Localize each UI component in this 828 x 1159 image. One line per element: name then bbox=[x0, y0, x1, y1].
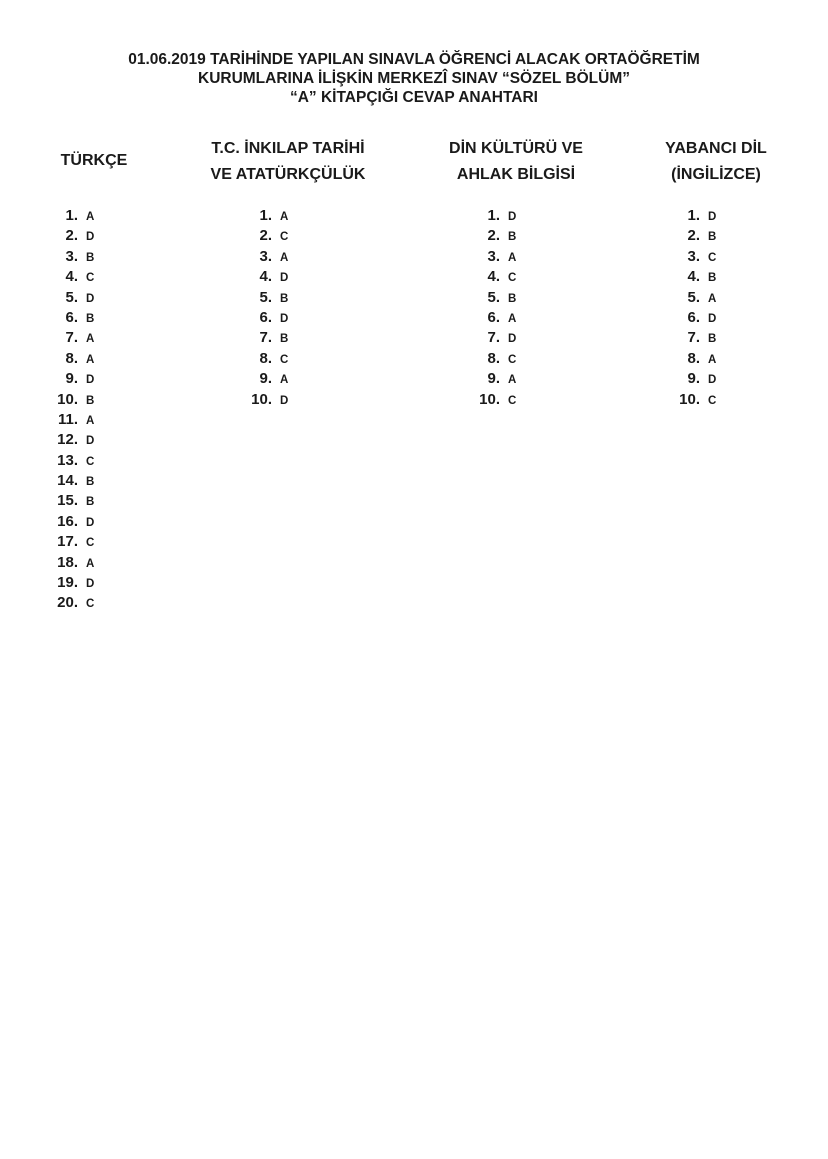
question-number: 9. bbox=[259, 370, 272, 388]
answer-row bbox=[0, 308, 95, 328]
answer-row bbox=[0, 491, 95, 511]
question-number: 9. bbox=[65, 370, 78, 388]
question-number: 7. bbox=[687, 329, 700, 347]
answer-letter: B bbox=[86, 496, 95, 509]
answer-letter: D bbox=[86, 578, 95, 591]
answer-letter: A bbox=[708, 353, 717, 366]
answer-list bbox=[194, 206, 289, 410]
answer-row bbox=[0, 328, 95, 348]
question-number: 10. bbox=[679, 390, 700, 408]
answer-row bbox=[622, 369, 717, 389]
answer-row bbox=[622, 226, 717, 246]
answer-letter: D bbox=[280, 312, 289, 325]
question-number: 9. bbox=[687, 370, 700, 388]
answer-letter: C bbox=[508, 272, 517, 285]
answer-letter: A bbox=[280, 374, 289, 387]
document-title bbox=[0, 50, 828, 107]
answer-letter: A bbox=[86, 353, 95, 366]
question-number: 17. bbox=[57, 533, 78, 551]
answer-row bbox=[422, 288, 517, 308]
answer-row bbox=[0, 593, 95, 613]
question-number: 1. bbox=[687, 207, 700, 224]
question-number: 6. bbox=[65, 308, 78, 326]
answer-letter: D bbox=[86, 231, 95, 244]
question-number: 5. bbox=[259, 288, 272, 306]
answer-row bbox=[422, 226, 517, 246]
answer-letter: D bbox=[86, 374, 95, 387]
question-number: 3. bbox=[259, 247, 272, 265]
question-number: 16. bbox=[57, 512, 78, 530]
question-number: 18. bbox=[57, 553, 78, 571]
section-title bbox=[178, 136, 398, 188]
answer-row bbox=[0, 430, 95, 450]
answer-letter: A bbox=[708, 292, 717, 305]
answer-letter: A bbox=[508, 251, 517, 264]
question-number: 3. bbox=[687, 247, 700, 265]
answer-letter: C bbox=[508, 394, 517, 407]
question-number: 4. bbox=[65, 268, 78, 286]
answer-row bbox=[622, 390, 717, 410]
question-number: 2. bbox=[687, 227, 700, 245]
question-number: 2. bbox=[487, 227, 500, 245]
answer-letter: C bbox=[708, 394, 717, 407]
question-number: 6. bbox=[259, 308, 272, 326]
answer-row bbox=[194, 308, 289, 328]
answer-letter: B bbox=[708, 272, 717, 285]
answer-row bbox=[422, 328, 517, 348]
answer-row bbox=[422, 247, 517, 267]
answer-list bbox=[622, 206, 717, 410]
answer-row bbox=[622, 349, 717, 369]
answer-row bbox=[422, 369, 517, 389]
section-title-line: VE ATATÜRKÇÜLÜK bbox=[210, 166, 366, 183]
question-number: 15. bbox=[57, 492, 78, 510]
answer-row bbox=[194, 390, 289, 410]
answer-letter: B bbox=[86, 476, 95, 489]
question-number: 20. bbox=[57, 594, 78, 612]
answer-letter: D bbox=[708, 312, 717, 325]
answer-letter: D bbox=[280, 272, 289, 285]
answer-letter: D bbox=[508, 333, 517, 346]
question-number: 8. bbox=[687, 349, 700, 367]
question-number: 6. bbox=[687, 308, 700, 326]
question-number: 2. bbox=[259, 227, 272, 245]
answer-row bbox=[0, 267, 95, 287]
answer-row bbox=[194, 206, 289, 226]
answer-row bbox=[622, 206, 717, 226]
answer-row bbox=[0, 390, 95, 410]
answer-row bbox=[0, 532, 95, 552]
question-number: 10. bbox=[251, 390, 272, 408]
answer-row bbox=[0, 451, 95, 471]
answer-row bbox=[422, 267, 517, 287]
answer-letter: C bbox=[280, 231, 289, 244]
answer-row bbox=[194, 328, 289, 348]
answer-letter: B bbox=[280, 333, 289, 346]
answer-letter: A bbox=[86, 211, 95, 223]
answer-row bbox=[622, 247, 717, 267]
answer-letter: C bbox=[508, 353, 517, 366]
section-title-line: YABANCI DİL bbox=[665, 140, 767, 157]
question-number: 12. bbox=[57, 431, 78, 449]
answer-row bbox=[0, 349, 95, 369]
answer-row bbox=[422, 308, 517, 328]
answer-row bbox=[194, 288, 289, 308]
section-title-line: TÜRKÇE bbox=[60, 152, 128, 169]
question-number: 1. bbox=[259, 207, 272, 224]
answer-letter: B bbox=[708, 333, 717, 346]
question-number: 7. bbox=[65, 329, 78, 347]
question-number: 5. bbox=[487, 288, 500, 306]
section-title-line: (İNGİLİZCE) bbox=[671, 166, 761, 183]
answer-row bbox=[0, 410, 95, 430]
title-line: “A” KİTAPÇIĞI CEVAP ANAHTARI bbox=[289, 89, 538, 106]
answer-row bbox=[422, 390, 517, 410]
section-title bbox=[406, 136, 626, 188]
question-number: 10. bbox=[57, 390, 78, 408]
answer-row bbox=[0, 553, 95, 573]
answer-row bbox=[194, 267, 289, 287]
answer-letter: D bbox=[508, 211, 517, 223]
answer-letter: B bbox=[86, 312, 95, 325]
question-number: 5. bbox=[65, 288, 78, 306]
question-number: 7. bbox=[487, 329, 500, 347]
question-number: 2. bbox=[65, 227, 78, 245]
answer-letter: A bbox=[280, 211, 289, 223]
question-number: 4. bbox=[487, 268, 500, 286]
section-title-line: AHLAK BİLGİSİ bbox=[456, 166, 576, 183]
answer-row bbox=[622, 288, 717, 308]
section-title-line: T.C. İNKILAP TARİHİ bbox=[211, 140, 365, 157]
answer-letter: B bbox=[508, 292, 517, 305]
question-number: 4. bbox=[259, 268, 272, 286]
answer-letter: C bbox=[86, 598, 95, 611]
answer-letter: D bbox=[86, 435, 95, 448]
answer-row bbox=[622, 267, 717, 287]
question-number: 10. bbox=[479, 390, 500, 408]
answer-list bbox=[0, 206, 95, 614]
answer-row bbox=[194, 369, 289, 389]
question-number: 11. bbox=[57, 410, 78, 428]
title-line: 01.06.2019 TARİHİNDE YAPILAN SINAVLA ÖĞRENCİ ALACAK ORTAÖĞRETİM bbox=[128, 51, 700, 68]
question-number: 5. bbox=[687, 288, 700, 306]
answer-list bbox=[422, 206, 517, 410]
answer-row bbox=[422, 206, 517, 226]
answer-letter: B bbox=[708, 231, 717, 244]
answer-row bbox=[0, 369, 95, 389]
answer-letter: D bbox=[708, 374, 717, 387]
answer-letter: A bbox=[86, 557, 95, 570]
answer-letter: C bbox=[708, 251, 717, 264]
answer-letter: D bbox=[86, 292, 95, 305]
answer-row bbox=[0, 573, 95, 593]
answer-row bbox=[0, 206, 95, 226]
question-number: 7. bbox=[259, 329, 272, 347]
question-number: 4. bbox=[687, 268, 700, 286]
answer-letter: C bbox=[86, 537, 95, 550]
answer-letter: A bbox=[86, 333, 95, 346]
answer-letter: D bbox=[708, 211, 717, 223]
question-number: 8. bbox=[259, 349, 272, 367]
question-number: 3. bbox=[487, 247, 500, 265]
answer-letter: A bbox=[508, 374, 517, 387]
answer-row bbox=[194, 226, 289, 246]
question-number: 8. bbox=[65, 349, 78, 367]
answer-letter: C bbox=[86, 455, 95, 468]
question-number: 6. bbox=[487, 308, 500, 326]
answer-row bbox=[622, 328, 717, 348]
answer-row bbox=[0, 247, 95, 267]
question-number: 14. bbox=[57, 472, 78, 490]
answer-row bbox=[0, 288, 95, 308]
answer-row bbox=[0, 471, 95, 491]
answer-letter: B bbox=[86, 251, 95, 264]
answer-letter: A bbox=[86, 414, 95, 427]
answer-letter: C bbox=[280, 353, 289, 366]
answer-row bbox=[622, 308, 717, 328]
question-number: 3. bbox=[65, 247, 78, 265]
answer-row bbox=[0, 512, 95, 532]
answer-letter: A bbox=[508, 312, 517, 325]
question-number: 8. bbox=[487, 349, 500, 367]
answer-row bbox=[194, 247, 289, 267]
answer-letter: A bbox=[280, 251, 289, 264]
question-number: 1. bbox=[487, 207, 500, 224]
section-title bbox=[0, 148, 204, 174]
section-title-line: DİN KÜLTÜRÜ VE bbox=[449, 140, 583, 157]
answer-letter: B bbox=[280, 292, 289, 305]
answer-row bbox=[422, 349, 517, 369]
title-line: KURUMLARINA İLİŞKİN MERKEZÎ SINAV “SÖZEL BÖLÜM” bbox=[198, 70, 630, 87]
question-number: 1. bbox=[65, 207, 78, 224]
question-number: 19. bbox=[57, 574, 78, 592]
question-number: 9. bbox=[487, 370, 500, 388]
answer-letter: D bbox=[280, 394, 289, 407]
answer-letter: B bbox=[508, 231, 517, 244]
answer-row bbox=[0, 226, 95, 246]
section-title bbox=[606, 136, 826, 188]
answer-row bbox=[194, 349, 289, 369]
answer-letter: D bbox=[86, 516, 95, 529]
answer-letter: B bbox=[86, 394, 95, 407]
answer-letter: C bbox=[86, 272, 95, 285]
question-number: 13. bbox=[57, 451, 78, 469]
